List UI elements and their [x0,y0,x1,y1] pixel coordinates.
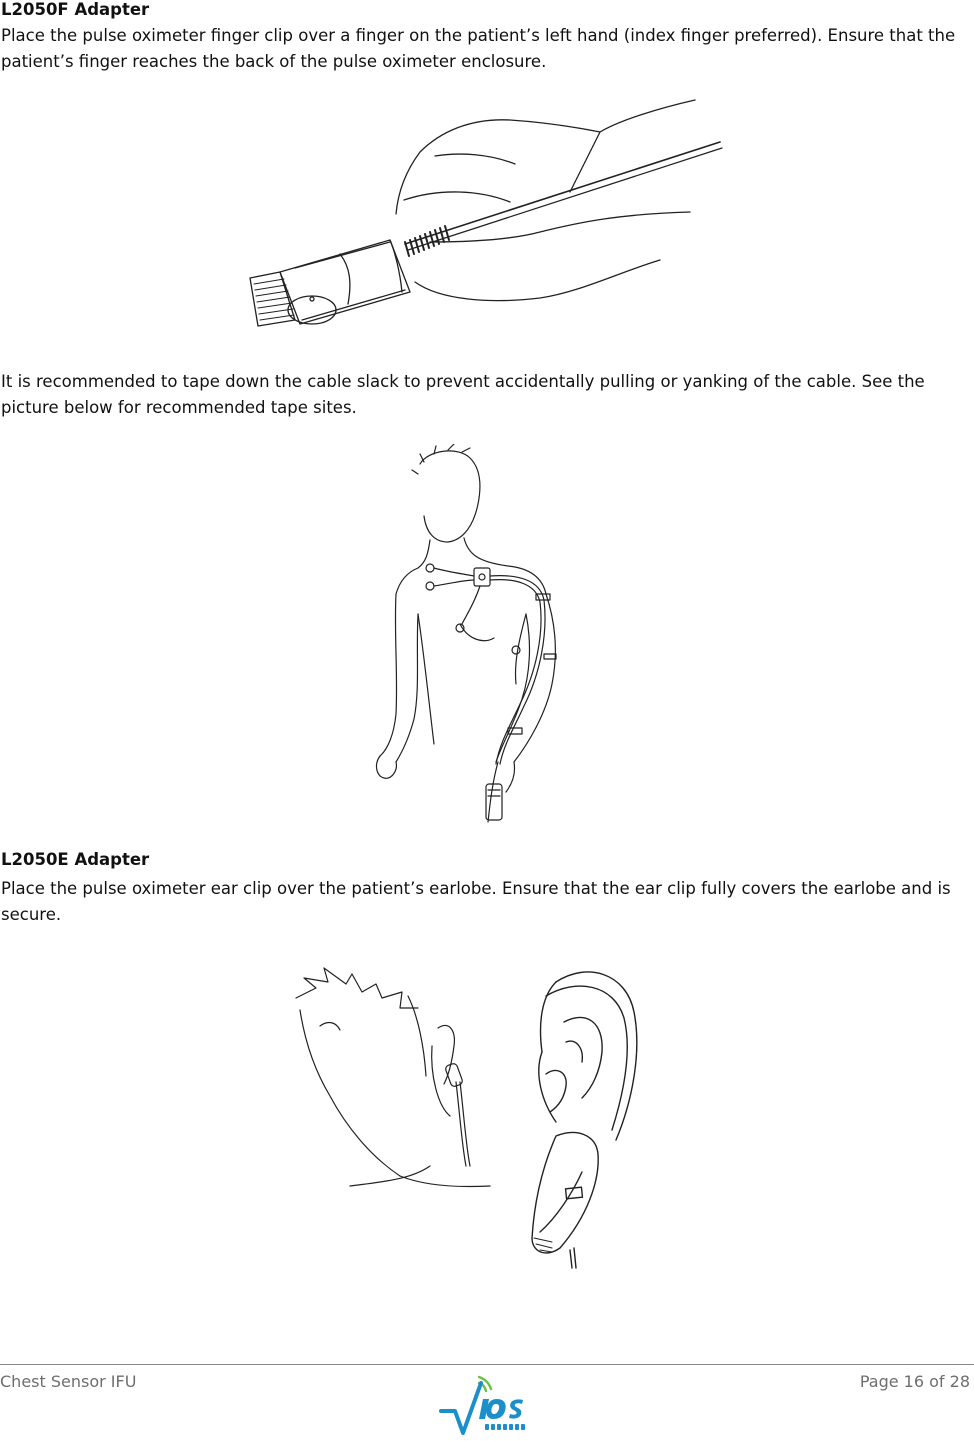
footer-document-title: Chest Sensor IFU [0,1372,137,1391]
section-heading-l2050e: L2050E Adapter [1,850,150,869]
section-heading-l2050f: L2050F Adapter [1,0,150,19]
paragraph-ear-clip: Place the pulse oximeter ear clip over the patient’s earlobe. Ensure that the ear clip fully covers the earlobe and is secure. [1,879,951,924]
vios-medical-logo [439,1369,531,1437]
paragraph-finger-clip: Place the pulse oximeter finger clip over a finger on the patient’s left hand (index finger preferred). Ensure that the patient’s finger reaches the back of the pulse oximeter enclosure. [1,26,956,71]
ear-closeup-clip-illustration [516,962,656,1272]
footer-divider [0,1364,974,1365]
finger-clip-illustration [240,92,730,340]
head-profile-ear-clip-illustration [290,966,500,1192]
tape-sites-illustration [368,444,568,834]
footer-page-number: Page 16 of 28 [859,1372,970,1391]
paragraph-tape-sites: It is recommended to tape down the cable slack to prevent accidentally pulling or yanking of the cable. See the picture below for recommended tape sites. [1,372,925,417]
